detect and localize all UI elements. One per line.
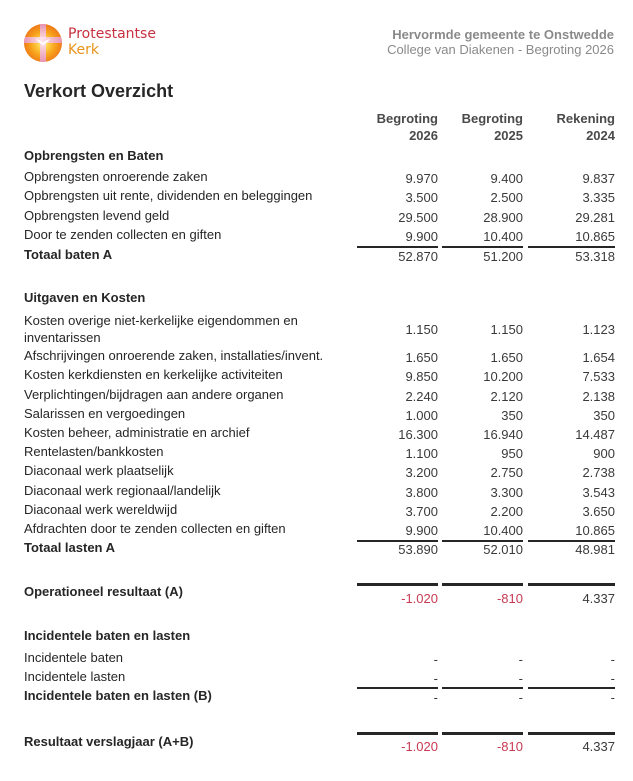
row-label: Incidentele baten en lasten (B) — [24, 688, 212, 703]
organization-name: Hervormde gemeente te Onstwedde — [392, 27, 614, 42]
value-2025: 1.150 — [490, 322, 523, 337]
value-2025: 2.500 — [490, 190, 523, 205]
section-heading-label: Opbrengsten en Baten — [24, 148, 164, 163]
table-row — [24, 386, 615, 404]
row-label: Opbrengsten uit rente, dividenden en beleggingen — [24, 188, 313, 203]
document-header — [387, 27, 614, 57]
value-2026: 29.500 — [398, 210, 438, 225]
total-row-incidental — [24, 687, 615, 705]
value-2025: 2.120 — [490, 389, 523, 404]
dove-icon — [36, 38, 50, 46]
column-header-line2: 2024 — [586, 128, 615, 143]
value-2026: 53.890 — [398, 542, 438, 557]
section-heading-expenses — [24, 289, 615, 307]
value-2025: 28.900 — [483, 210, 523, 225]
value-2026: 3.500 — [405, 190, 438, 205]
column-header-line2: 2026 — [409, 128, 438, 143]
value-2025: 2.750 — [490, 465, 523, 480]
value-2026: 2.240 — [405, 389, 438, 404]
value-2025: 2.200 — [490, 504, 523, 519]
table-row — [24, 168, 615, 186]
column-header-begroting-2025 — [443, 110, 523, 144]
value-2024: 4.337 — [582, 739, 615, 754]
value-2024: - — [610, 690, 615, 705]
value-2026: - — [433, 652, 438, 667]
value-2024: 3.335 — [582, 190, 615, 205]
table-row — [24, 187, 615, 205]
row-label: Diaconaal werk plaatselijk — [24, 463, 174, 478]
value-2026: 9.970 — [405, 171, 438, 186]
value-2024: 4.337 — [582, 591, 615, 606]
value-2024: 10.865 — [575, 523, 615, 538]
row-label: Afdrachten door te zenden collecten en giften — [24, 521, 286, 536]
value-2026: 1.000 — [405, 408, 438, 423]
row-label: Totaal lasten A — [24, 540, 116, 555]
value-2024: 900 — [593, 446, 615, 461]
table-row — [24, 482, 615, 500]
table-row — [24, 443, 615, 461]
value-2024: - — [610, 652, 615, 667]
value-2024: 2.738 — [582, 465, 615, 480]
row-label: Operationeel resultaat (A) — [24, 584, 183, 599]
table-row — [24, 405, 615, 423]
row-label: Opbrengsten levend geld — [24, 208, 170, 223]
value-2025: 10.200 — [483, 369, 523, 384]
value-2025: -810 — [496, 591, 523, 606]
row-label: Door te zenden collecten en giften — [24, 227, 222, 242]
value-2025: 3.300 — [490, 485, 523, 500]
value-2026: 3.200 — [405, 465, 438, 480]
value-2026: -1.020 — [401, 591, 438, 606]
row-label: Diaconaal werk wereldwijd — [24, 502, 178, 517]
value-2024: 7.533 — [582, 369, 615, 384]
value-2024: 1.123 — [582, 322, 615, 337]
value-2024: 1.654 — [582, 350, 615, 365]
table-row — [24, 312, 615, 346]
row-label: Rentelasten/bankkosten — [24, 444, 164, 459]
value-2025: -810 — [496, 739, 523, 754]
value-2024: 14.487 — [575, 427, 615, 442]
logo-text — [68, 26, 156, 58]
total-row-expenses — [24, 539, 615, 557]
value-2025: - — [518, 652, 523, 667]
table-row — [24, 366, 615, 384]
value-2026: 1.150 — [405, 322, 438, 337]
value-2026: 1.100 — [405, 446, 438, 461]
protestantse-kerk-logo-icon — [24, 24, 62, 62]
value-2025: 10.400 — [483, 523, 523, 538]
column-header-begroting-2026 — [358, 110, 438, 144]
section-heading-label: Incidentele baten en lasten — [24, 628, 191, 643]
value-2025: 1.650 — [490, 350, 523, 365]
value-2026: 1.650 — [405, 350, 438, 365]
column-header-line2: 2025 — [494, 128, 523, 143]
value-2025: 52.010 — [483, 542, 523, 557]
row-label: Diaconaal werk regionaal/landelijk — [24, 483, 221, 498]
value-2025: 16.940 — [483, 427, 523, 442]
row-label: Kosten beheer, administratie en archief — [24, 425, 250, 440]
value-2025: 10.400 — [483, 229, 523, 244]
value-2024: 10.865 — [575, 229, 615, 244]
value-2026: 3.800 — [405, 485, 438, 500]
column-header-line1: Rekening — [556, 111, 615, 126]
row-label: Salarissen en vergoedingen — [24, 406, 186, 421]
column-header-rekening-2024 — [535, 110, 615, 144]
value-2024: 350 — [593, 408, 615, 423]
row-label: Resultaat verslagjaar (A+B) — [24, 734, 194, 749]
table-row — [24, 520, 615, 538]
value-2025: 950 — [501, 446, 523, 461]
row-label: Kosten kerkdiensten en kerkelijke activiteiten — [24, 367, 283, 382]
value-2026: -1.020 — [401, 739, 438, 754]
row-label: Incidentele lasten — [24, 669, 126, 684]
row-label: Afschrijvingen onroerende zaken, installaties/invent. — [24, 348, 324, 363]
value-2024: 53.318 — [575, 249, 615, 264]
section-heading-label: Uitgaven en Kosten — [24, 290, 146, 305]
logo-line2: Kerk — [68, 42, 99, 58]
row-label: Totaal baten A — [24, 247, 113, 262]
column-header-line1: Begroting — [376, 111, 438, 126]
value-2026: 52.870 — [398, 249, 438, 264]
value-2026: 16.300 — [398, 427, 438, 442]
section-heading-incidental — [24, 627, 615, 645]
value-2025: 9.400 — [490, 171, 523, 186]
table-row — [24, 501, 615, 519]
value-2024: 2.138 — [582, 389, 615, 404]
value-2025: 51.200 — [483, 249, 523, 264]
value-2026: 3.700 — [405, 504, 438, 519]
logo-line1: Protestantse — [68, 26, 156, 42]
value-2024: 9.837 — [582, 171, 615, 186]
value-2025: - — [518, 671, 523, 686]
row-label: Opbrengsten onroerende zaken — [24, 169, 208, 184]
value-2026: - — [433, 690, 438, 705]
total-row-income — [24, 246, 615, 264]
value-2026: 9.900 — [405, 229, 438, 244]
value-2024: 3.543 — [582, 485, 615, 500]
value-2026: 9.900 — [405, 523, 438, 538]
year-result-row — [24, 733, 615, 754]
table-row — [24, 207, 615, 225]
table-row — [24, 226, 615, 244]
table-row — [24, 347, 615, 365]
row-label: Verplichtingen/bijdragen aan andere organen — [24, 387, 284, 402]
value-2026: 9.850 — [405, 369, 438, 384]
value-2024: 48.981 — [575, 542, 615, 557]
document-subtitle: College van Diakenen - Begroting 2026 — [387, 42, 614, 57]
operational-result-row — [24, 583, 615, 606]
table-row — [24, 668, 615, 686]
value-2025: - — [518, 690, 523, 705]
value-2026: - — [433, 671, 438, 686]
value-2024: 3.650 — [582, 504, 615, 519]
page-title: Verkort Overzicht — [24, 81, 174, 101]
value-2024: 29.281 — [575, 210, 615, 225]
row-label: Kosten overige niet-kerkelijke eigendommen en inventarissen — [24, 313, 298, 345]
column-header-line1: Begroting — [461, 111, 523, 126]
table-row — [24, 462, 615, 480]
section-heading-income — [24, 147, 615, 165]
value-2025: 350 — [501, 408, 523, 423]
row-label: Incidentele baten — [24, 650, 124, 665]
table-row — [24, 649, 615, 667]
value-2024: - — [610, 671, 615, 686]
table-row — [24, 424, 615, 442]
